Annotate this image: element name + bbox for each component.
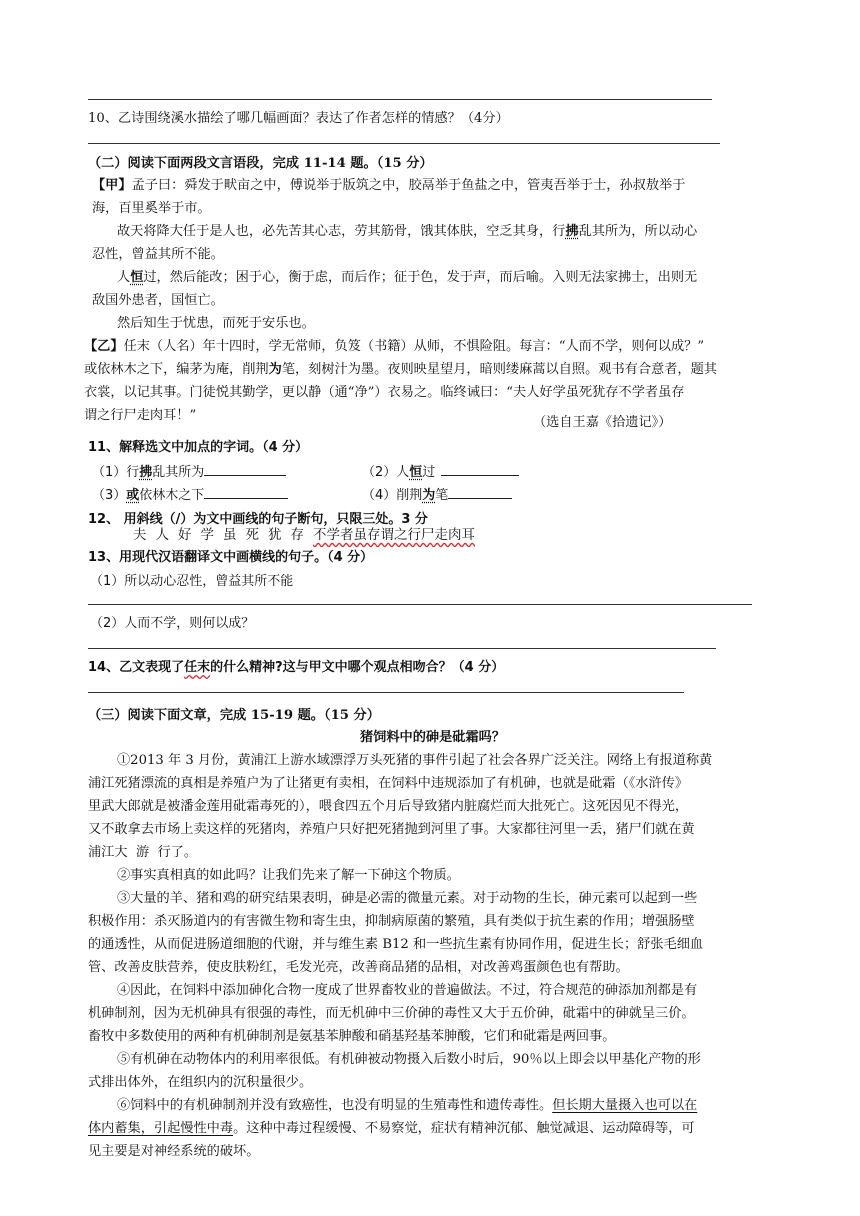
article-p3-l2: 积极作用：杀灭肠道内的有害微生物和寄生虫，抑制病原菌的繁殖，具有类似于抗生素的作用；增强肠壁	[88, 914, 695, 929]
item-text: 乱其所为	[152, 465, 205, 480]
item-text: （2）人	[362, 465, 410, 480]
article-p3-l4: 管、改善皮肤营养，使皮肤粉红，毛发光亮，改善商品猪的品相，对改善鸡蛋颜色也有帮助。	[88, 960, 629, 975]
question-11-item-4	[362, 484, 512, 503]
passage-text: 故天将降大任于是人也，必先苦其心志，劳其筋骨，饿其体肤，空乏其身，行	[117, 224, 566, 239]
article-p3-l1: ③大量的羊、猪和鸡的研究结果表明，砷是必需的微量元素。对于动物的生长，砷元素可以起到一些	[117, 891, 698, 906]
answer-line	[88, 99, 712, 100]
sentence-underlined: 不学者虽存谓之行尸走肉耳	[313, 527, 475, 543]
article-p6-l2	[88, 1117, 695, 1136]
passage-yi-line-1	[84, 335, 704, 354]
item-text: （4）削荆	[362, 488, 423, 503]
item-text: 过	[422, 465, 436, 480]
question-12-title: 12、 用斜线（/）为文中画线的句子断句，只限三处。3 分	[88, 512, 428, 527]
passage-yi-line-3: 衣裳，以记其事。门徒悦其勤学，更以静（通“净”）衣易之。临终诫曰：“夫人好学虽死犹存不学者虽存	[84, 385, 685, 400]
passage-jia-tag: 【甲】	[92, 178, 132, 193]
answer-line[interactable]	[88, 648, 716, 649]
question-11-item-2	[362, 461, 519, 480]
question-text: 14、乙文表现了	[88, 660, 185, 675]
passage-text: 或依林木之下，编茅为庵，削荆	[84, 362, 269, 377]
passage-text: 人	[117, 270, 131, 285]
passage-jia-line-4: 忍性，曾益其所不能。	[92, 247, 224, 262]
question-11-title: 11、解释选文中加点的字词。（4 分）	[88, 440, 309, 455]
passage-text: 孟子曰：舜发于畎亩之中，傅说举于版筑之中，胶鬲举于鱼盐之中，管夷吾举于士，孙叔敖举于	[131, 178, 686, 193]
passage-source: （选自王嘉《拾遗记》）	[533, 415, 672, 430]
passage-text: 笔，刻树汁为墨。夜则映星望月，暗则缕麻蒿以自照。观书有合意者，题其	[281, 362, 717, 377]
dotted-word-heng: 恒	[130, 270, 144, 285]
article-title: 猪饲料中的砷是砒霜吗？	[360, 730, 506, 745]
answer-line[interactable]	[88, 604, 752, 605]
article-text: ⑥饲料中的有机砷制剂并没有致癌性，也没有明显的生殖毒性和遗传毒性。	[117, 1098, 553, 1113]
answer-blank[interactable]	[204, 484, 288, 499]
article-p4-l2: 机砷制剂，因为无机砷具有很强的毒性，而无机砷中三价砷的毒性又大于五价砷，砒霜中的砷就呈三价。	[88, 1006, 695, 1021]
passage-text: 过，然后能改；困于心，衡于虑，而后作；征于色，发于声，而后喻。入则无法家拂士，出则无	[143, 270, 698, 285]
passage-jia-line-6: 敌国外患者，国恒亡。	[92, 293, 224, 308]
dotted-word: 拂	[139, 465, 153, 480]
underlined-sentence: 但长期大量摄入也可以在	[552, 1098, 698, 1113]
article-p5-l2: 式排出体外，在组织内的沉积量很少。	[88, 1075, 313, 1090]
article-p2: ②事实真相真的如此吗？让我们先来了解一下砷这个物质。	[117, 868, 460, 883]
answer-line[interactable]	[88, 692, 684, 693]
item-text: 依林木之下	[139, 488, 205, 503]
dotted-word: 为	[422, 488, 436, 503]
article-p6-l3: 见主要是对神经系统的破坏。	[88, 1144, 260, 1159]
question-13-sentence-1: （1）所以动心忍性，曾益其所不能	[90, 574, 294, 589]
article-text: 。这种中毒过程缓慢、不易察觉，症状有精神沉郁、触觉减退、运动障碍等，可	[233, 1121, 695, 1136]
passage-yi-line-4: 谓之行尸走肉耳！”	[84, 408, 197, 423]
question-10: 10、乙诗围绕溪水描绘了哪几幅画面？表达了作者怎样的情感？（4分）	[88, 111, 509, 126]
passage-jia-line-5	[117, 266, 697, 285]
article-p1-l5: 浦江大 游 行了。	[88, 845, 198, 860]
answer-line	[88, 143, 720, 144]
question-14	[88, 656, 504, 675]
article-p1-l1: ①2013 年 3 月份，黄浦江上游水域漂浮万头死猪的事件引起了社会各界广泛关注。网络上有报道称黄	[117, 753, 713, 768]
passage-jia-line-3	[117, 220, 697, 239]
dotted-word: 或	[126, 488, 140, 503]
passage-yi-line-2	[84, 358, 717, 377]
dotted-word: 恒	[409, 465, 423, 480]
passage-yi-tag: 【乙】	[84, 339, 124, 354]
item-text: （3）	[92, 488, 127, 503]
article-p4-l1: ④因此，在饲料中添加砷化合物一度成了世界畜牧业的普遍做法。不过，符合规范的砷添加剂都是有	[117, 983, 698, 998]
answer-blank[interactable]	[441, 461, 519, 476]
passage-jia-line-7: 然后知生于忧患，而死于安乐也。	[117, 316, 315, 331]
article-p1-l3: 里武大郎就是被潘金莲用砒霜毒死的），喂食四五个月后导致猪内脏腐烂而大批死亡。这死因见不得光，	[88, 799, 689, 814]
passage-jia-line-2: 海，百里奚举于市。	[92, 201, 211, 216]
passage-text: 任末（人名）年十四时，学无常师，负笈（书籍）从师，不惧险阻。每言：“人而不学，则何以成？”	[123, 339, 705, 354]
item-text: （1）行	[92, 465, 140, 480]
dotted-word-fu: 拂	[565, 224, 579, 239]
question-12-sentence	[133, 523, 475, 543]
answer-blank[interactable]	[204, 461, 286, 476]
question-11-item-3	[92, 484, 288, 503]
answer-blank[interactable]	[448, 484, 512, 499]
article-p1-l2: 浦江死猪漂流的真相是养殖户为了让猪更有卖相，在饲料中违规添加了有机砷，也就是砒霜（《水浒传》	[88, 776, 689, 791]
question-13-sentence-2: （2）人而不学，则何以成？	[90, 616, 255, 631]
passage-text: 乱其所为，所以动心	[578, 224, 698, 239]
article-p1-l4: 又不敢拿去市场上卖这样的死猪肉，养殖户只好把死猪抛到河里了事。大家都往河里一丢，猪尸们就在黄	[88, 822, 695, 837]
question-13-title: 13、用现代汉语翻译文中画横线的句子。（4 分）	[88, 550, 374, 565]
section-2-heading: （二）阅读下面两段文言语段，完成 11-14 题。（15 分）	[88, 156, 433, 171]
article-p5-l1: ⑤有机砷在动物体内的利用率很低。有机砷被动物摄入后数小时后，90％以上即会以甲基化产物的形	[117, 1052, 701, 1067]
question-11-item-1	[92, 461, 286, 480]
article-p3-l3: 的通透性，从而促进肠道细胞的代谢，并与维生素 B12 和一些抗生素有协同作用，促进生长；舒张毛细血	[88, 937, 704, 952]
question-text: 的什么精神?这与甲文中哪个观点相吻合？（4 分）	[210, 660, 505, 675]
underlined-name: 任末	[184, 660, 211, 675]
section-3-heading: （三）阅读下面文章，完成 15-19 题。（15 分）	[88, 708, 380, 723]
article-p4-l3: 畜牧中多数使用的两种有机砷制剂是氨基苯胂酸和硝基羟基苯胂酸，它们和砒霜是两回事。	[88, 1029, 616, 1044]
word-wei: 为	[268, 362, 282, 377]
underlined-sentence: 体内蓄集，引起慢性中毒	[88, 1121, 234, 1136]
passage-jia-line-1	[92, 174, 685, 193]
sentence-spaced: 夫人好学虽死犹存	[133, 527, 313, 543]
article-p6-l1	[117, 1094, 697, 1113]
item-text: 笔	[435, 488, 449, 503]
